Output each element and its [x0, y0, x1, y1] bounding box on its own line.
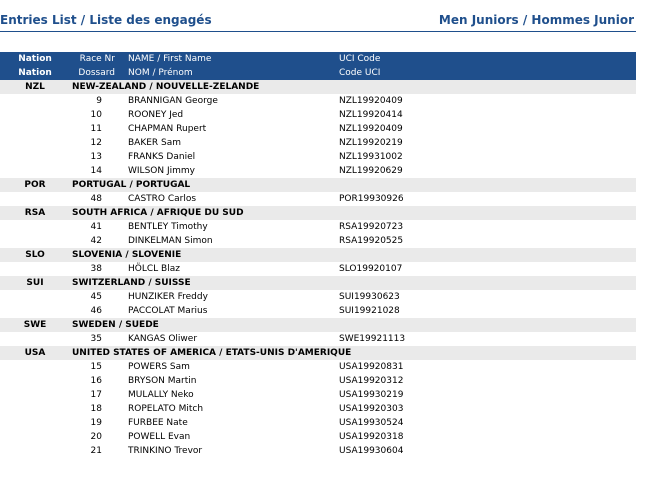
country-name: SOUTH AFRICA / AFRIQUE DU SUD — [72, 208, 244, 218]
nation-group-row — [0, 346, 636, 360]
rider-name: POWELL Evan — [128, 432, 191, 442]
rider-name: DINKELMAN Simon — [128, 236, 213, 246]
race-number: 42 — [90, 236, 102, 246]
rider-name: TRINKINO Trevor — [128, 446, 203, 456]
uci-code: NZL19920409 — [339, 124, 403, 134]
race-number: 48 — [90, 194, 102, 204]
race-number: 46 — [90, 306, 102, 316]
country-name: PORTUGAL / PORTUGAL — [72, 180, 191, 190]
nation-group-row — [0, 178, 636, 192]
col-uci-code-header: UCI Code — [339, 54, 381, 64]
uci-code: POR19930926 — [339, 194, 404, 204]
uci-code: NZL19920629 — [339, 166, 403, 176]
country-name: SLOVENIA / SLOVENIE — [72, 250, 182, 260]
table-row — [0, 444, 636, 458]
uci-code: USA19920312 — [339, 376, 404, 386]
race-number: 20 — [90, 432, 102, 442]
page-header — [0, 11, 636, 32]
rider-name: BRYSON Martin — [128, 376, 197, 386]
rider-name: WILSON Jimmy — [128, 166, 195, 176]
race-number: 45 — [90, 292, 102, 302]
uci-code: SLO19920107 — [339, 264, 403, 274]
table-row — [0, 416, 636, 430]
table-row — [0, 262, 636, 276]
rider-name: HUNZIKER Freddy — [128, 292, 208, 302]
table-row — [0, 108, 636, 122]
nation-code: SWE — [23, 320, 47, 330]
rider-name: KANGAS Oliwer — [128, 334, 198, 344]
country-name: NEW-ZEALAND / NOUVELLE-ZELANDE — [72, 82, 260, 92]
race-number: 35 — [90, 334, 102, 344]
table-row — [0, 192, 636, 206]
table-row — [0, 164, 636, 178]
race-number: 41 — [90, 222, 102, 232]
rider-name: BRANNIGAN George — [128, 96, 218, 106]
table-row — [0, 94, 636, 108]
table-row — [0, 150, 636, 164]
uci-code: RSA19920723 — [339, 222, 404, 232]
nation-code: SLO — [25, 250, 45, 260]
category-title: Men Juniors / Hommes Junior — [438, 13, 634, 27]
table-row — [0, 430, 636, 444]
rider-name: BAKER Sam — [128, 138, 182, 148]
country-name: SWITZERLAND / SUISSE — [72, 278, 191, 288]
rider-name: PACCOLAT Marius — [128, 306, 208, 316]
uci-code: NZL19920409 — [339, 96, 403, 106]
nation-code: USA — [24, 348, 46, 358]
header-row-french — [0, 66, 636, 80]
table-row — [0, 304, 636, 318]
nation-code: NZL — [25, 82, 45, 92]
country-name: UNITED STATES OF AMERICA / ETATS-UNIS D'AMERIQUE — [72, 348, 352, 358]
col-race-number-header: Race Nr — [79, 54, 115, 64]
race-number: 9 — [96, 96, 102, 106]
table-row — [0, 332, 636, 346]
col-code-uci-header: Code UCI — [339, 68, 381, 78]
uci-code: RSA19920525 — [339, 236, 404, 246]
rider-name: FURBEE Nate — [128, 418, 188, 428]
race-number: 16 — [90, 376, 102, 386]
nation-group-row — [0, 248, 636, 262]
rider-name: FRANKS Daniel — [128, 152, 196, 162]
col-name-header: NAME / First Name — [128, 54, 212, 64]
col-nation-header-fr: Nation — [18, 68, 52, 78]
table-body — [0, 80, 636, 458]
table-header — [0, 52, 636, 80]
table-row — [0, 136, 636, 150]
uci-code: USA19920303 — [339, 404, 404, 414]
uci-code: SUI19921028 — [339, 306, 400, 316]
table-row — [0, 290, 636, 304]
table-row — [0, 234, 636, 248]
rider-name: HÖLCL Blaz — [128, 264, 180, 274]
rider-name: ROONEY Jed — [128, 110, 184, 120]
uci-code: NZL19920414 — [339, 110, 403, 120]
uci-code: USA19930604 — [339, 446, 404, 456]
page-title: Entries List / Liste des engagés — [0, 13, 212, 27]
entries-table — [0, 52, 636, 458]
rider-name: ROPELATO Mitch — [128, 404, 204, 414]
uci-code: USA19930219 — [339, 390, 404, 400]
race-number: 14 — [90, 166, 102, 176]
uci-code: USA19930524 — [339, 418, 404, 428]
nation-code: POR — [24, 180, 46, 190]
table-row — [0, 388, 636, 402]
race-number: 10 — [90, 110, 102, 120]
nation-code: SUI — [26, 278, 44, 288]
nation-group-row — [0, 276, 636, 290]
col-nation-header: Nation — [18, 54, 52, 64]
uci-code: SUI19930623 — [339, 292, 400, 302]
race-number: 11 — [90, 124, 102, 134]
table-row — [0, 360, 636, 374]
nation-code: RSA — [24, 208, 46, 218]
race-number: 21 — [90, 446, 102, 456]
uci-code: NZL19931002 — [339, 152, 403, 162]
table-row — [0, 122, 636, 136]
table-row — [0, 374, 636, 388]
table-row — [0, 402, 636, 416]
uci-code: SWE19921113 — [339, 334, 406, 344]
nation-group-row — [0, 206, 636, 220]
header-row-english — [0, 52, 636, 66]
rider-name: POWERS Sam — [128, 362, 190, 372]
nation-group-row — [0, 318, 636, 332]
uci-code: USA19920318 — [339, 432, 404, 442]
col-nom-header: NOM / Prénom — [128, 68, 193, 78]
country-name: SWEDEN / SUEDE — [72, 320, 159, 330]
uci-code: USA19920831 — [339, 362, 404, 372]
race-number: 19 — [90, 418, 102, 428]
race-number: 15 — [90, 362, 102, 372]
rider-name: BENTLEY Timothy — [128, 222, 208, 232]
table-row — [0, 220, 636, 234]
col-dossard-header: Dossard — [78, 68, 115, 78]
rider-name: CHAPMAN Rupert — [128, 124, 207, 134]
rider-name: CASTRO Carlos — [128, 194, 197, 204]
rider-name: MULALLY Neko — [128, 390, 194, 400]
race-number: 17 — [90, 390, 102, 400]
race-number: 38 — [90, 264, 102, 274]
race-number: 12 — [90, 138, 102, 148]
race-number: 18 — [90, 404, 102, 414]
uci-code: NZL19920219 — [339, 138, 403, 148]
nation-group-row — [0, 80, 636, 94]
race-number: 13 — [90, 152, 102, 162]
